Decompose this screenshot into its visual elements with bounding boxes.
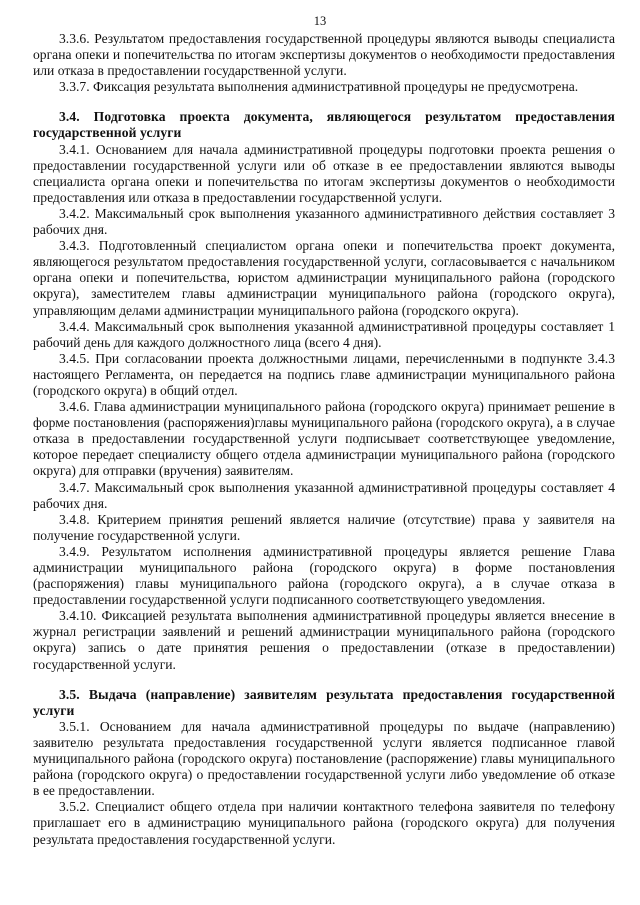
paragraph-3-4-7: 3.4.7. Максимальный срок выполнения указанной административной процедуры составляет 4 рабочих дня. (33, 479, 615, 511)
page-body (33, 31, 615, 848)
paragraph-3-4-2: 3.4.2. Максимальный срок выполнения указанного административного действия составляет 3 рабочих дня. (33, 205, 615, 238)
paragraph-3-4-1: 3.4.1. Основанием для начала административной процедуры подготовки проекта решения о предоставлении государственной услуги или об отказе в ее предоставлении являются выводы специалиста органа опеки и попечительства по итогам экспертизы документов о необходимости предоставления или отказа в предоставлении государственной услуги. (33, 141, 615, 205)
paragraph-3-4-6: 3.4.6. Глава администрации муниципального района (городского округа) принимает решение в форме постановления (распоряжения)главы муниципального района (городского округа), а в случае отказа в предоставлении государственной услуги подписывает соответствующее уведомление, которое передает специалисту общего отдела администрации муниципального района (городского округа) для отправки (вручения) заявителям. (33, 399, 615, 479)
section-heading-3-4: 3.4. Подготовка проекта документа, являющегося результатом предоставления государственной услуги (33, 109, 615, 141)
paragraph-3-4-10: 3.4.10. Фиксацией результата выполнения административной процедуры является внесение в журнал регистрации заявлений и решений администрации муниципального района (городского округа) запись о дате принятия решения о предоставлении (отказе в предоставлении) государственной услуги. (33, 608, 615, 672)
paragraph-3-4-3: 3.4.3. Подготовленный специалистом органа опеки и попечительства проект документа, являющегося результатом предоставления государственной услуги, согласовывается с начальником органа опеки и попечительства, юристом администрации муниципального района (городского округа), заместителем главы администрации муниципального района (городского округа), управляющим делами администрации муниципального района (городского округа). (33, 238, 615, 318)
paragraph-3-4-9: 3.4.9. Результатом исполнения административной процедуры является решение Глава администрации муниципального района (городского округа) в форме постановления (распоряжения) главы муниципального района (городского округа), а в случае отказа в предоставлении государственной услуги подписанного соответствующего уведомления. (33, 543, 615, 608)
paragraph-3-3-7: 3.3.7. Фиксация результата выполнения административной процедуры не предусмотрена. (59, 79, 579, 95)
paragraph-3-4-8: 3.4.8. Критерием принятия решений является наличие (отсутствие) права у заявителя на получение государственной услуги. (33, 511, 615, 543)
paragraph-3-4-4: 3.4.4. Максимальный срок выполнения указанной административной процедуры составляет 1 рабочий день для каждого должностного лица (всего 4 дня). (33, 318, 615, 350)
page-number: 13 (313, 14, 327, 28)
paragraph-3-3-6: 3.3.6. Результатом предоставления государственной процедуры являются выводы специалиста органа опеки и попечительства по итогам экспертизы документов о необходимости предоставления или отказа в предоставлении государственной услуги. (33, 31, 615, 79)
section-heading-3-5: 3.5. Выдача (направление) заявителям результата предоставления государственной услуги (33, 686, 615, 718)
paragraph-3-5-2: 3.5.2. Специалист общего отдела при наличии контактного телефона заявителя по телефону приглашает его в администрацию муниципального района (городского округа) для получения результата предоставления государственной услуги. (33, 799, 615, 847)
paragraph-3-5-1: 3.5.1. Основанием для начала административной процедуры по выдаче (направлению) заявителю результата предоставления государственной услуги является подписанное главой муниципального района (городского округа) постановление (распоряжение) главы муниципального района (городского округа) о предоставлении государственной услуги либо уведомление об отказе в ее предоставлении. (33, 718, 615, 799)
paragraph-3-4-5: 3.4.5. При согласовании проекта должностными лицами, перечисленными в подпункте 3.4.3 настоящего Регламента, он передается на подпись главе администрации муниципального района (городского округа) в общий отдел. (33, 350, 615, 398)
